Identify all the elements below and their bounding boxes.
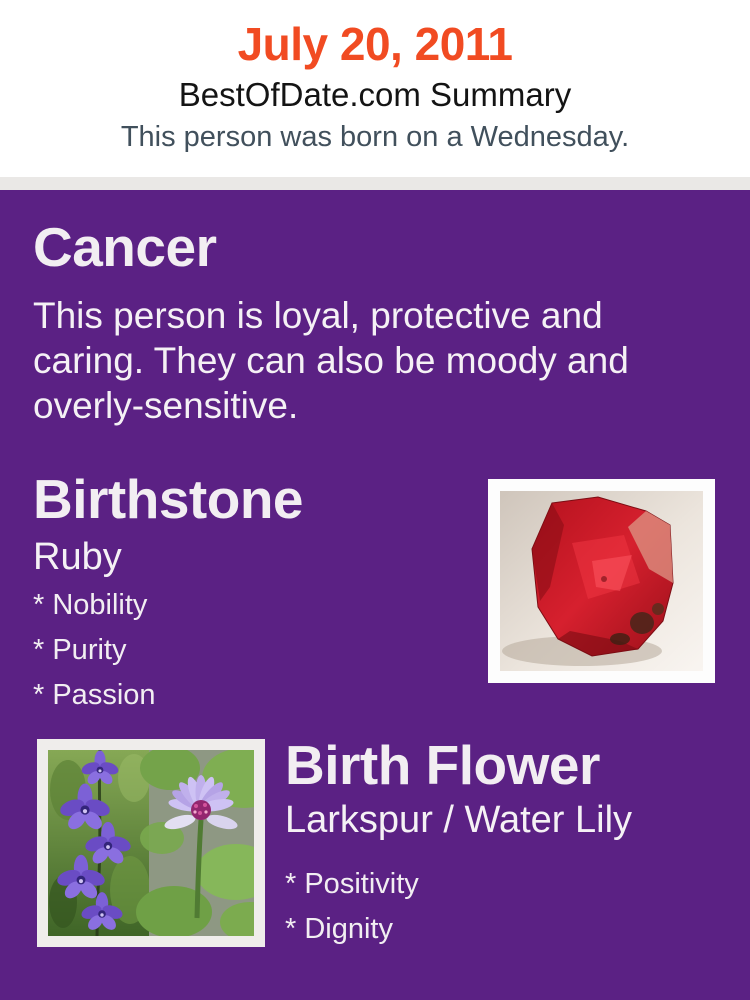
birth-flower-name: Larkspur / Water Lily [285, 799, 633, 841]
larkspur-water-lily-photo [37, 739, 265, 947]
water-lily-half [136, 750, 254, 936]
page-title-date: July 20, 2011 [237, 18, 513, 70]
birthstone-name: Ruby [33, 536, 122, 578]
zodiac-sign-heading: Cancer [33, 216, 217, 278]
zodiac-description: This person is loyal, protective and caring. They can also be moody and overly-sensitive. [33, 295, 629, 427]
birth-flower-trait: * Dignity [285, 912, 393, 945]
birthstone-trait: * Passion [33, 679, 156, 711]
header [0, 0, 750, 177]
summary-panel [0, 190, 750, 1000]
divider-strip [0, 177, 750, 190]
larkspur-half [48, 750, 150, 936]
site-summary-title: BestOfDate.com Summary [178, 75, 572, 113]
birth-flower-illustration [48, 750, 254, 936]
birthstone-trait-list [33, 583, 156, 718]
ruby-gemstone-illustration [500, 491, 703, 671]
birth-flower-trait: * Positivity [285, 867, 419, 900]
birth-flower-trait-list [285, 862, 632, 952]
birthstone-trait: * Nobility [33, 589, 148, 621]
birthstone-trait: * Purity [33, 634, 127, 666]
birthstone-heading: Birthstone [33, 468, 303, 530]
birth-flower-heading: Birth Flower [285, 734, 600, 796]
birth-flower-text [285, 734, 633, 952]
ruby-photo [488, 479, 715, 683]
weekday-note: This person was born on a Wednesday. [120, 120, 630, 153]
